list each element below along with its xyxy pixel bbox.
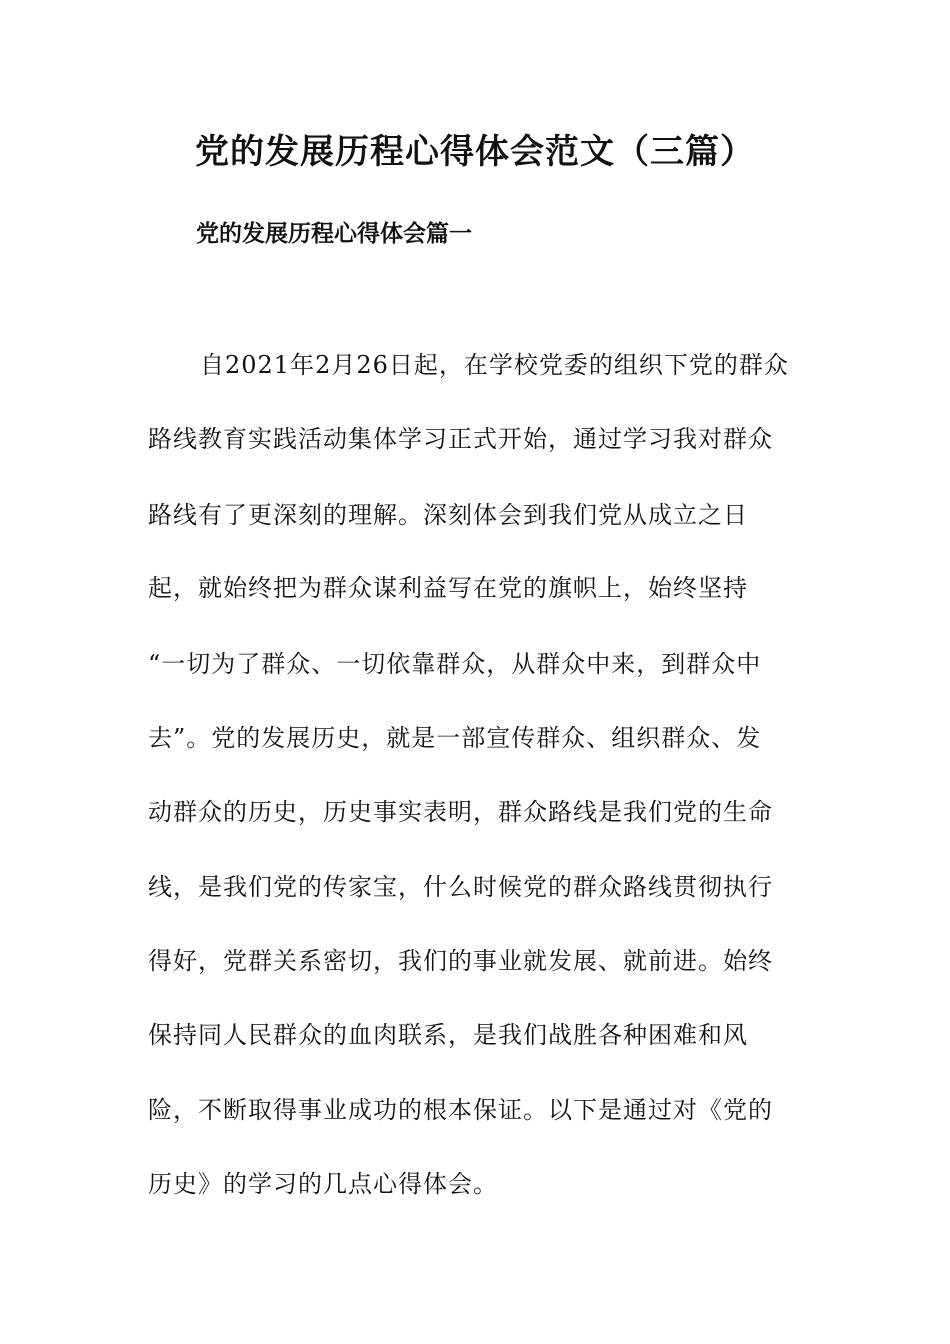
paragraph-line: 自2021年2月26日起，在学校党委的组织下党的群众 <box>200 351 789 379</box>
paragraph-line: 得好，党群关系密切，我们的事业就发展、就前进。始终 <box>148 947 773 975</box>
paragraph-line: 路线有了更深刻的理解。深刻体会到我们党从成立之日 <box>148 501 748 529</box>
paragraph-line: 起，就始终把为群众谋利益写在党的旗帜上，始终坚持 <box>148 574 748 602</box>
paragraph-line: “一切为了群众、一切依靠群众，从群众中来，到群众中 <box>148 650 762 678</box>
paragraph-line: 路线教育实践活动集体学习正式开始，通过学习我对群众 <box>148 425 773 453</box>
paragraph-line: 线，是我们党的传家宝，什么时候党的群众路线贯彻执行 <box>148 873 773 901</box>
document-title: 党的发展历程心得体会范文（三篇） <box>195 132 755 172</box>
paragraph-line: 动群众的历史，历史事实表明，群众路线是我们党的生命 <box>148 798 773 826</box>
paragraph-line: 去”。党的发展历史，就是一部宣传群众、组织群众、发 <box>148 724 762 752</box>
section-heading: 党的发展历程心得体会篇一 <box>196 221 472 247</box>
paragraph-line: 险，不断取得事业成功的根本保证。以下是通过对《党的 <box>148 1096 773 1124</box>
paragraph-line: 历史》的学习的几点心得体会。 <box>148 1170 498 1198</box>
paragraph-line: 保持同人民群众的血肉联系，是我们战胜各种困难和风 <box>148 1021 748 1049</box>
